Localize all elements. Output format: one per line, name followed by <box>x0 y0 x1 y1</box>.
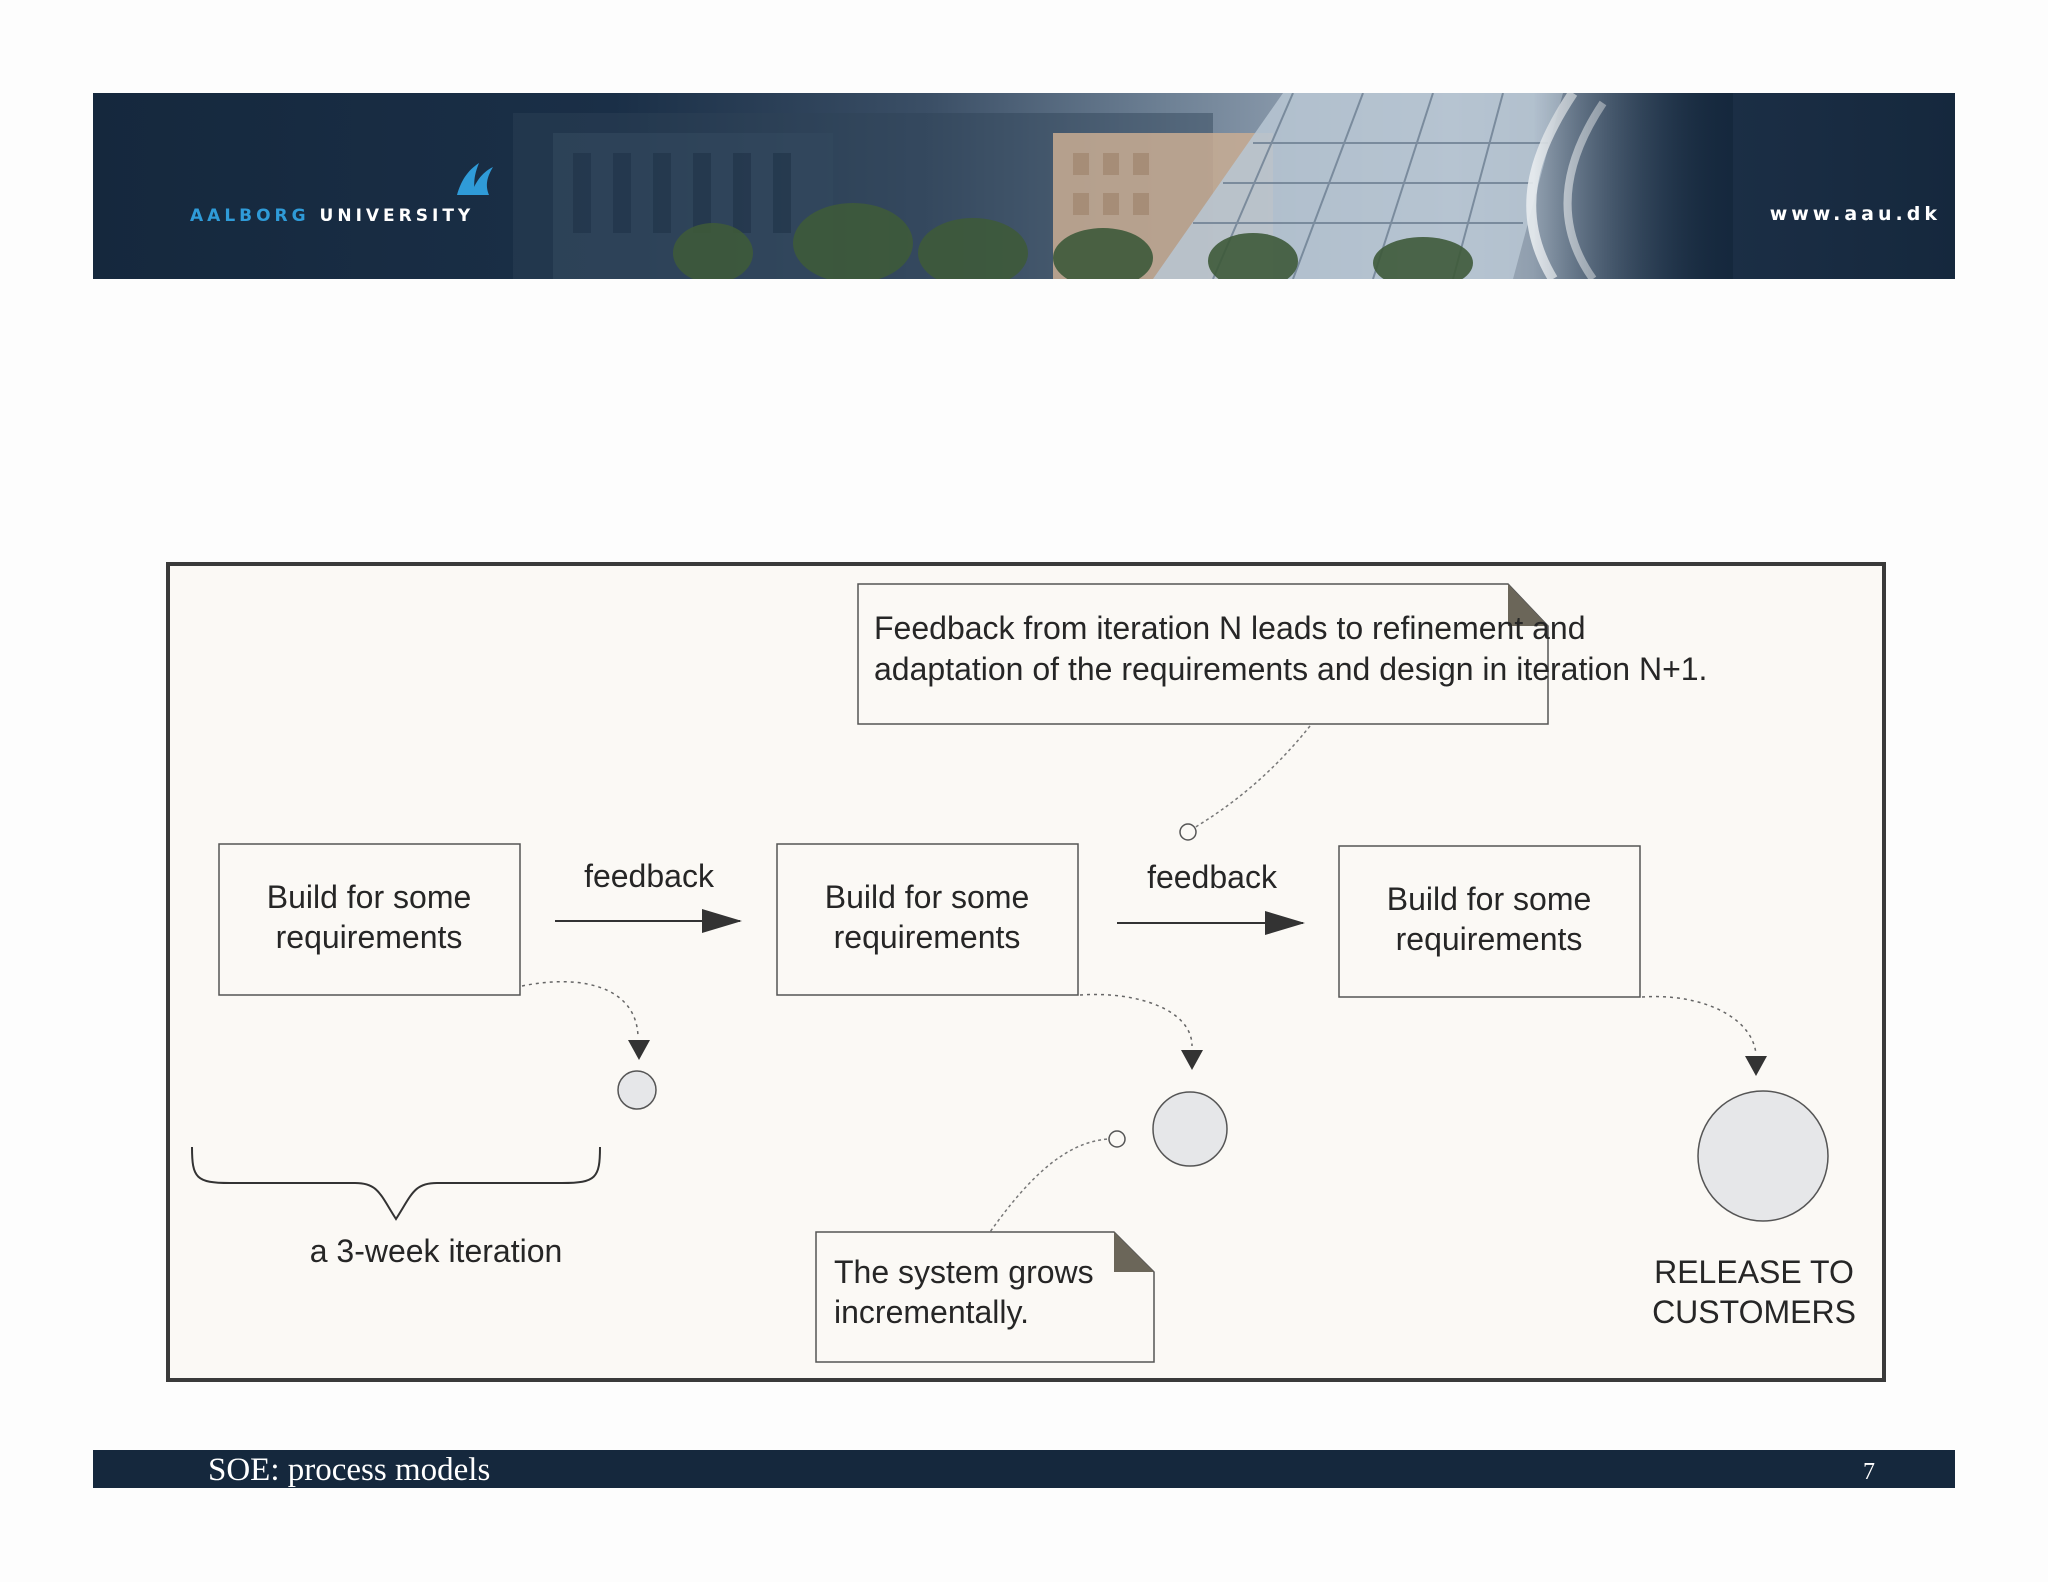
iteration-label: a 3-week iteration <box>309 1233 563 1269</box>
note-top-line1: Feedback from iteration N leads to refinement and <box>874 610 1586 646</box>
feedback-label-1: feedback <box>584 858 714 894</box>
output-arrowhead-3 <box>1745 1056 1767 1076</box>
page-number: 7 <box>1863 1459 1875 1485</box>
build-box-3-line2: requirements <box>1395 921 1583 957</box>
system-size-circle-2 <box>1153 1092 1227 1166</box>
iterative-process-diagram <box>170 566 1882 1378</box>
release-label-line2: CUSTOMERS <box>1652 1294 1856 1330</box>
output-arrowhead-1 <box>628 1040 650 1060</box>
note-feedback-refinement <box>858 584 1707 724</box>
note-bottom-line2: incrementally. <box>834 1294 1030 1330</box>
note-bottom-line1: The system grows <box>834 1254 1094 1290</box>
website-url[interactable]: www.aau.dk <box>1769 203 1941 225</box>
build-box-1-line1: Build for some <box>266 879 472 915</box>
output-arrowhead-2 <box>1181 1050 1203 1070</box>
note-top-line2: adaptation of the requirements and design in iteration N+1. <box>874 651 1708 687</box>
university-wordmark <box>190 206 474 226</box>
build-box-2-line1: Build for some <box>824 879 1030 915</box>
aau-logo-icon <box>453 161 497 197</box>
brand-name-part2: UNIVERSITY <box>319 206 475 226</box>
feedback-label-2: feedback <box>1147 859 1277 895</box>
build-box-2-line2: requirements <box>833 919 1021 955</box>
footer-bar <box>93 1450 1955 1488</box>
output-arrow-2 <box>1080 994 1192 1046</box>
release-label-line1: RELEASE TO <box>1654 1254 1854 1290</box>
header-banner <box>93 93 1955 279</box>
note-system-grows <box>816 1232 1154 1362</box>
build-box-1 <box>219 844 520 995</box>
output-arrow-3 <box>1642 997 1756 1054</box>
note-bottom-connector <box>990 1139 1119 1232</box>
system-size-circle-1 <box>618 1071 656 1109</box>
note-top-connector <box>1194 726 1310 828</box>
system-size-circle-3 <box>1698 1091 1828 1221</box>
footer-title: SOE: process models <box>208 1452 491 1488</box>
iteration-brace <box>192 1147 600 1219</box>
build-box-3 <box>1339 846 1640 997</box>
iterative-development-figure <box>166 562 1886 1382</box>
output-arrow-1 <box>522 982 638 1036</box>
build-box-2 <box>777 844 1078 995</box>
campus-building-photo <box>93 93 1955 279</box>
build-box-1-line2: requirements <box>275 919 463 955</box>
note-bottom-anchor-circle <box>1109 1131 1125 1147</box>
brand-name-part1: AALBORG <box>190 206 310 226</box>
note-top-anchor-circle <box>1180 824 1196 840</box>
build-box-3-line1: Build for some <box>1386 881 1592 917</box>
